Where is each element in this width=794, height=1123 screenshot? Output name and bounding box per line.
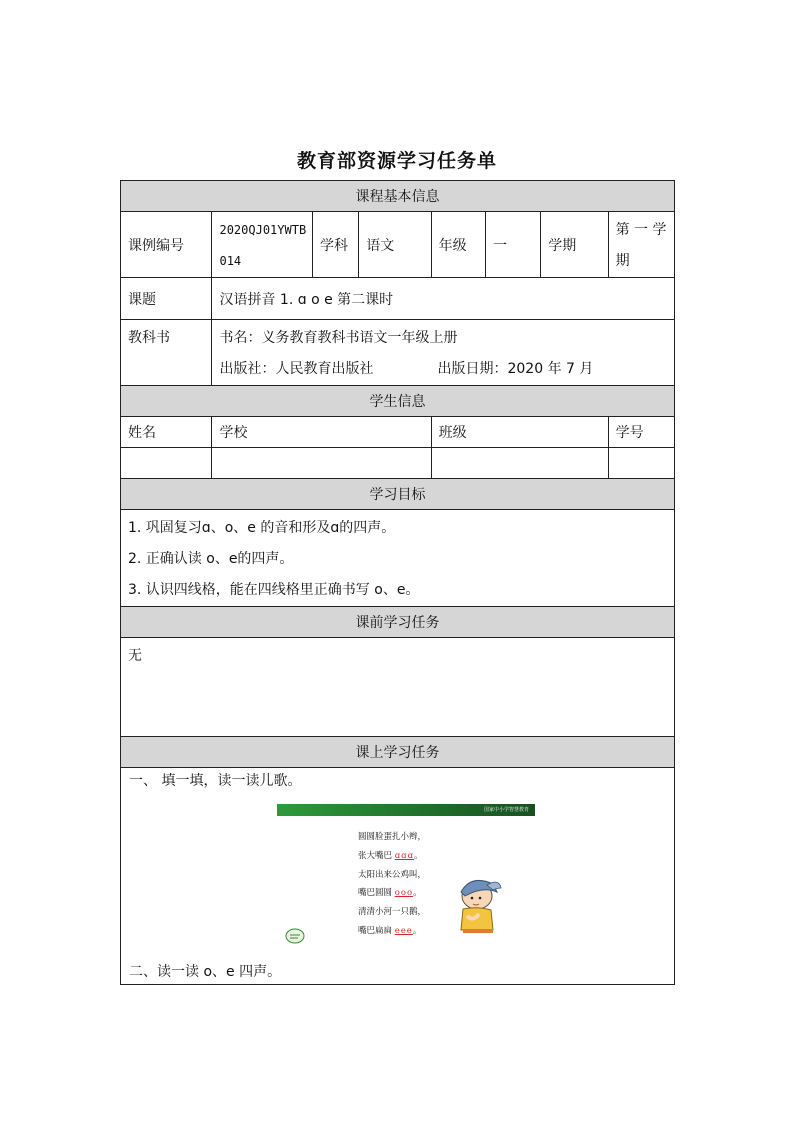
poem-line: 太阳出来公鸡叫， xyxy=(358,869,427,880)
poem-line: 清清小河一只鹅， xyxy=(358,907,427,918)
student-name-label: 姓名 xyxy=(121,417,212,448)
objective-item: 1. 巩固复习ɑ、o、e 的音和形及ɑ的四声。 xyxy=(128,520,396,536)
student-school-label: 学校 xyxy=(212,417,431,448)
in-class-row xyxy=(121,768,675,985)
objective-item: 2. 正确认读 o、e的四声。 xyxy=(128,551,294,567)
topic-value: 汉语拼音 1. ɑ o e 第二课时 xyxy=(212,278,675,320)
poem-punct: 。 xyxy=(412,925,422,936)
in-class-header-row xyxy=(121,737,675,768)
in-class-header: 课上学习任务 xyxy=(121,737,675,768)
textbook-row xyxy=(121,320,675,386)
student-info-header: 学生信息 xyxy=(121,386,675,417)
poem-punct: 。 xyxy=(414,850,423,861)
publish-date: 出版日期：2020 年 7 月 xyxy=(437,361,594,377)
course-id-label: 课例编号 xyxy=(121,212,212,278)
objectives-row xyxy=(121,510,675,607)
poem-punct: 。 xyxy=(413,888,422,899)
poem-line xyxy=(358,847,426,866)
course-id-line2: 014 xyxy=(219,254,242,268)
objective-item: 3. 认识四线格，能在四线格里正确书写 o、e。 xyxy=(128,582,420,598)
poem-text: 张大嘴巴 xyxy=(358,850,393,861)
resource-banner xyxy=(277,804,535,816)
pre-class-header-row xyxy=(121,607,675,638)
subject-value: 语文 xyxy=(359,212,431,278)
student-class-label: 班级 xyxy=(431,417,608,448)
course-id-value xyxy=(212,212,313,278)
term-value xyxy=(608,212,674,278)
student-number-field[interactable] xyxy=(608,448,674,479)
course-info-header-row xyxy=(121,181,675,212)
pre-class-content: 无 xyxy=(128,648,142,664)
book-name: 书名：义务教育教科书语文一年级上册 xyxy=(219,330,458,346)
poem-line xyxy=(358,884,426,903)
topic-row xyxy=(121,278,675,320)
cartoon-boy-illustration xyxy=(453,876,503,934)
textbook-value xyxy=(212,320,675,386)
term-label: 学期 xyxy=(541,212,608,278)
task2-heading: 二、读一读 o、e 四声。 xyxy=(129,964,282,980)
student-school-field[interactable] xyxy=(212,448,431,479)
in-class-content xyxy=(121,768,675,985)
student-labels-row xyxy=(121,417,675,448)
pre-class-content-cell xyxy=(121,638,675,737)
task1-heading: 一、 填一填，读一读儿歌。 xyxy=(129,773,302,789)
task-sheet-table xyxy=(120,180,675,985)
objectives-list xyxy=(121,510,675,607)
student-info-header-row xyxy=(121,386,675,417)
logo-badge-icon xyxy=(285,928,305,944)
course-id-line1: 2020QJ01YWTB xyxy=(219,223,307,237)
student-name-field[interactable] xyxy=(121,448,212,479)
grade-label: 年级 xyxy=(431,212,485,278)
publisher-line xyxy=(219,354,667,385)
student-number-label: 学号 xyxy=(608,417,674,448)
subject-label: 学科 xyxy=(313,212,359,278)
poem-line xyxy=(358,922,426,941)
page-title: 教育部资源学习任务单 xyxy=(296,150,497,172)
term-value-line1: 第 一 学 xyxy=(615,222,667,238)
course-info-header: 课程基本信息 xyxy=(121,181,675,212)
fill-blank: ooo xyxy=(394,888,414,899)
poem-text: 嘴巴圆圆 xyxy=(358,888,393,899)
student-class-field[interactable] xyxy=(431,448,608,479)
textbook-label xyxy=(121,320,212,386)
student-values-row xyxy=(121,448,675,479)
term-value-line2: 期 xyxy=(615,253,630,269)
banner-text: 国家中小学智慧教育 xyxy=(483,807,529,813)
nursery-rhyme xyxy=(358,828,426,941)
textbook-label-text: 教科书 xyxy=(128,330,170,346)
topic-label: 课题 xyxy=(121,278,212,320)
pre-class-row xyxy=(121,638,675,737)
fill-blank: eee xyxy=(394,925,413,936)
objectives-header: 学习目标 xyxy=(121,479,675,510)
course-id-row xyxy=(121,212,675,278)
poem-line: 圆圆脸蛋扎小辫， xyxy=(358,832,427,842)
fill-blank: ɑɑɑ xyxy=(394,850,415,861)
poem-text: 嘴巴扁扁 xyxy=(358,925,393,936)
objectives-header-row xyxy=(121,479,675,510)
pre-class-header: 课前学习任务 xyxy=(121,607,675,638)
publisher: 出版社：人民教育出版社 xyxy=(219,361,374,377)
grade-value: 一 xyxy=(485,212,540,278)
